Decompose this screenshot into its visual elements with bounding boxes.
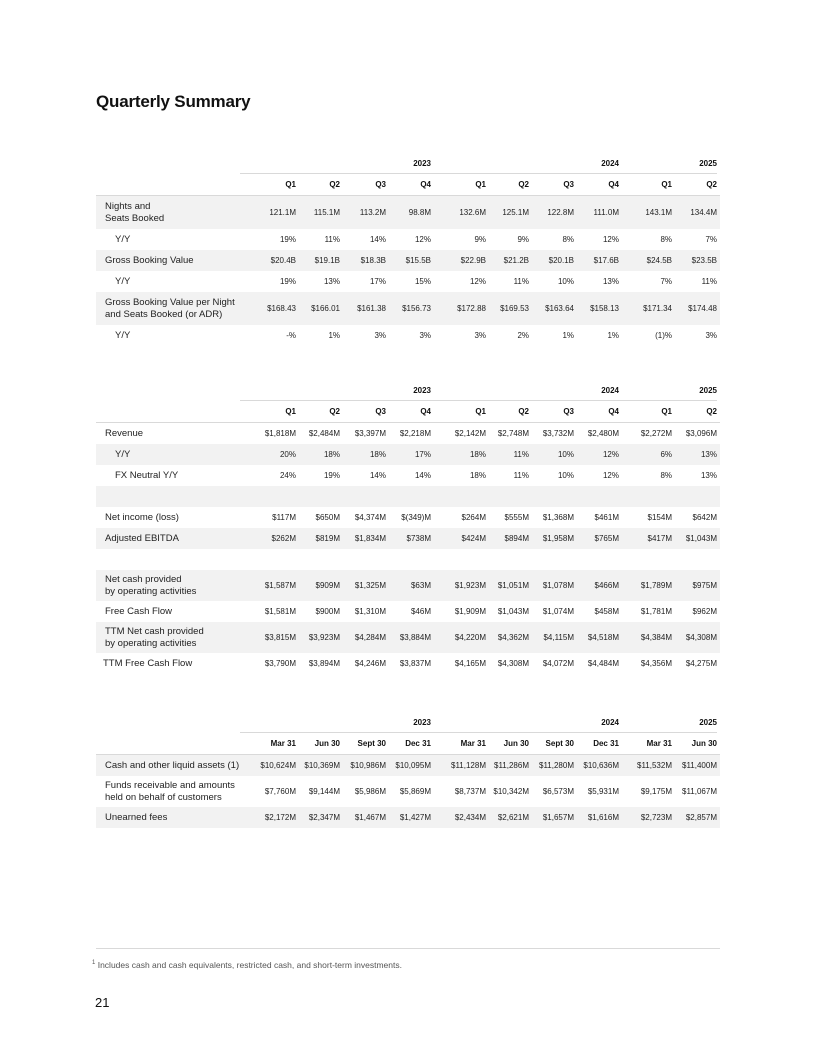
column-header-row bbox=[96, 733, 720, 755]
table-cell: 113.2M bbox=[359, 208, 386, 217]
table-cell: 18% bbox=[323, 450, 340, 459]
row-label: Adjusted EBITDA bbox=[105, 532, 179, 544]
year-header-row bbox=[96, 712, 720, 733]
table-cell: $5,869M bbox=[399, 787, 431, 796]
table-cell: $1,781M bbox=[640, 607, 672, 616]
column-header: Q3 bbox=[375, 180, 386, 189]
table-cell: $1,587M bbox=[264, 581, 296, 590]
table-cell: $5,986M bbox=[354, 787, 386, 796]
table-cell: $2,434M bbox=[454, 813, 486, 822]
column-header: Q4 bbox=[608, 180, 619, 189]
column-header: Dec 31 bbox=[405, 739, 431, 748]
table-cell: 14% bbox=[369, 235, 386, 244]
table-cell: $154M bbox=[647, 513, 672, 522]
page-title: Quarterly Summary bbox=[96, 92, 251, 111]
table-cell: $11,532M bbox=[637, 761, 672, 770]
column-header: Mar 31 bbox=[646, 739, 672, 748]
table-cell: $3,790M bbox=[264, 659, 296, 668]
column-header: Mar 31 bbox=[460, 739, 486, 748]
year-label: 2025 bbox=[699, 159, 717, 168]
column-header: Q1 bbox=[475, 407, 486, 416]
table-cell: $2,142M bbox=[454, 429, 486, 438]
table-cell: 13% bbox=[323, 277, 340, 286]
table-cell: $2,347M bbox=[308, 813, 340, 822]
table-cell: $2,484M bbox=[308, 429, 340, 438]
table-cell: $650M bbox=[315, 513, 340, 522]
table-cell: 18% bbox=[469, 471, 486, 480]
table-cell bbox=[371, 549, 431, 570]
table-cell: -% bbox=[286, 331, 296, 340]
table-cell: $20.1B bbox=[548, 256, 574, 265]
table-cell: 1% bbox=[607, 331, 619, 340]
row-label: Y/Y bbox=[115, 448, 131, 460]
table-cell: $15.5B bbox=[405, 256, 431, 265]
table-cell: $642M bbox=[692, 513, 717, 522]
table-cell: $158.13 bbox=[590, 304, 619, 313]
row-label: FX Neutral Y/Y bbox=[115, 469, 179, 481]
table-cell: 134.4M bbox=[690, 208, 717, 217]
column-header: Q1 bbox=[475, 180, 486, 189]
table-row bbox=[96, 622, 720, 653]
table-cell: $2,723M bbox=[640, 813, 672, 822]
table-cell: 8% bbox=[660, 235, 672, 244]
table-cell: 12% bbox=[602, 471, 619, 480]
table-cell: $2,621M bbox=[497, 813, 529, 822]
table-cell: 132.6M bbox=[459, 208, 486, 217]
table-cell: 11% bbox=[701, 277, 717, 286]
table-cell: $4,220M bbox=[454, 633, 486, 642]
row-label: Y/Y bbox=[115, 329, 131, 341]
table-cell: $4,356M bbox=[640, 659, 672, 668]
table-cell: 2% bbox=[517, 331, 529, 340]
table-cell: $1,310M bbox=[354, 607, 386, 616]
row-label: TTM Net cash provided by operating activities bbox=[105, 625, 204, 649]
column-header: Jun 30 bbox=[314, 739, 340, 748]
table-cell: 8% bbox=[562, 235, 574, 244]
table-cell: $23.5B bbox=[691, 256, 717, 265]
table-cell: $1,325M bbox=[354, 581, 386, 590]
table-cell: 9% bbox=[517, 235, 529, 244]
table-cell: $2,857M bbox=[685, 813, 717, 822]
table-cell: 18% bbox=[369, 450, 386, 459]
table-cell: $4,308M bbox=[685, 633, 717, 642]
table-cell: $3,894M bbox=[308, 659, 340, 668]
column-header-row bbox=[96, 174, 720, 196]
table-cell: $975M bbox=[692, 581, 717, 590]
table-cell: $11,128M bbox=[451, 761, 486, 770]
table-cell: $11,280M bbox=[539, 761, 574, 770]
table-cell: $1,958M bbox=[542, 534, 574, 543]
table-cell: $10,636M bbox=[583, 761, 619, 770]
table-cell: $3,923M bbox=[308, 633, 340, 642]
table-cell: 3% bbox=[474, 331, 486, 340]
table-cell: $20.4B bbox=[270, 256, 296, 265]
table-cell: $11,400M bbox=[682, 761, 717, 770]
page-number: 21 bbox=[95, 995, 110, 1010]
table-cell: $156.73 bbox=[402, 304, 431, 313]
row-label: Nights and Seats Booked bbox=[105, 200, 165, 224]
table-row bbox=[96, 807, 720, 828]
row-label: Net cash provided by operating activities bbox=[105, 573, 197, 597]
table-cell: $4,518M bbox=[587, 633, 619, 642]
row-label: TTM Free Cash Flow bbox=[103, 657, 193, 669]
table-cell: 12% bbox=[414, 235, 431, 244]
table-row bbox=[96, 570, 720, 601]
table-cell: $163.64 bbox=[545, 304, 574, 313]
table-cell: 12% bbox=[602, 235, 619, 244]
table-cell: $63M bbox=[410, 581, 431, 590]
table-cell: $1,909M bbox=[454, 607, 486, 616]
table-row bbox=[96, 486, 720, 507]
table-cell: $264M bbox=[461, 513, 486, 522]
table-cell: $4,384M bbox=[640, 633, 672, 642]
column-header: Q1 bbox=[285, 407, 296, 416]
table-cell: 15% bbox=[414, 277, 431, 286]
row-label: Net income (loss) bbox=[105, 511, 179, 523]
table-cell: $1,427M bbox=[399, 813, 431, 822]
table-cell: 19% bbox=[279, 277, 296, 286]
table-cell: 9% bbox=[474, 235, 486, 244]
table-cell: 1% bbox=[562, 331, 574, 340]
financial-metrics-table bbox=[96, 380, 720, 674]
table-row bbox=[96, 250, 720, 271]
table-cell: $962M bbox=[692, 607, 717, 616]
year-label: 2024 bbox=[601, 386, 619, 395]
table-cell: $168.43 bbox=[267, 304, 296, 313]
table-cell: $9,144M bbox=[308, 787, 340, 796]
table-cell: 10% bbox=[557, 471, 574, 480]
year-label: 2024 bbox=[601, 718, 619, 727]
table-cell: $1,467M bbox=[354, 813, 386, 822]
table-cell: $1,657M bbox=[542, 813, 574, 822]
row-label: Y/Y bbox=[115, 275, 131, 287]
column-header: Q2 bbox=[518, 407, 529, 416]
table-cell: 7% bbox=[660, 277, 672, 286]
column-header-row bbox=[96, 401, 720, 423]
table-cell: 14% bbox=[369, 471, 386, 480]
table-cell: $171.34 bbox=[643, 304, 672, 313]
table-cell: $262M bbox=[271, 534, 296, 543]
table-cell: $1,789M bbox=[640, 581, 672, 590]
table-cell: $46M bbox=[410, 607, 431, 616]
column-header: Q1 bbox=[285, 180, 296, 189]
table-cell: 19% bbox=[279, 235, 296, 244]
table-cell: 12% bbox=[602, 450, 619, 459]
year-header-row bbox=[96, 153, 720, 174]
table-cell: $19.1B bbox=[314, 256, 340, 265]
year-label: 2023 bbox=[413, 718, 431, 727]
table-cell: $22.9B bbox=[460, 256, 486, 265]
table-cell: 125.1M bbox=[502, 208, 529, 217]
table-cell: $5,931M bbox=[587, 787, 619, 796]
table-cell: $9,175M bbox=[640, 787, 672, 796]
table-cell: $1,834M bbox=[354, 534, 386, 543]
table-cell: $174.48 bbox=[688, 304, 717, 313]
column-header: Sept 30 bbox=[357, 739, 386, 748]
table-row bbox=[96, 776, 720, 807]
table-cell: 20% bbox=[279, 450, 296, 459]
table-cell: $3,884M bbox=[399, 633, 431, 642]
table-cell: $11,286M bbox=[494, 761, 529, 770]
column-header: Q2 bbox=[706, 407, 717, 416]
table-cell: $894M bbox=[504, 534, 529, 543]
table-cell: 1% bbox=[328, 331, 340, 340]
table-cell: $17.6B bbox=[593, 256, 619, 265]
table-cell: $1,078M bbox=[542, 581, 574, 590]
table-cell: $10,624M bbox=[260, 761, 296, 770]
table-cell: 11% bbox=[513, 277, 529, 286]
table-cell: 12% bbox=[469, 277, 486, 286]
table-cell: $3,837M bbox=[399, 659, 431, 668]
footnote-marker: 1 bbox=[92, 960, 96, 967]
table-cell: 115.1M bbox=[313, 208, 340, 217]
table-cell: $4,115M bbox=[543, 633, 574, 642]
column-header: Q3 bbox=[563, 180, 574, 189]
table-cell: $4,374M bbox=[354, 513, 386, 522]
row-label: Revenue bbox=[105, 427, 144, 439]
table-row bbox=[96, 601, 720, 622]
table-cell: $909M bbox=[315, 581, 340, 590]
table-cell bbox=[371, 486, 431, 507]
table-cell: $10,095M bbox=[395, 761, 431, 770]
table-cell: 11% bbox=[513, 450, 529, 459]
column-header: Jun 30 bbox=[503, 739, 529, 748]
table-cell bbox=[657, 486, 717, 507]
table-cell: $4,072M bbox=[542, 659, 574, 668]
table-cell: $161.38 bbox=[357, 304, 386, 313]
table-cell: $10,986M bbox=[350, 761, 386, 770]
table-cell: $4,308M bbox=[497, 659, 529, 668]
table-cell: 19% bbox=[323, 471, 340, 480]
table-row bbox=[96, 423, 720, 444]
table-cell: $2,748M bbox=[497, 429, 529, 438]
column-header: Dec 31 bbox=[593, 739, 619, 748]
table-cell: 14% bbox=[414, 471, 431, 480]
table-cell: $21.2B bbox=[503, 256, 529, 265]
table-cell: $6,573M bbox=[542, 787, 574, 796]
table-cell: 13% bbox=[700, 471, 717, 480]
table-cell: 122.8M bbox=[547, 208, 574, 217]
table-cell: $4,484M bbox=[587, 659, 619, 668]
table-cell: $2,480M bbox=[587, 429, 619, 438]
table-cell: (1)% bbox=[655, 331, 672, 340]
column-header: Mar 31 bbox=[270, 739, 296, 748]
table-cell bbox=[559, 486, 619, 507]
table-cell: $466M bbox=[594, 581, 619, 590]
table-cell: $1,043M bbox=[685, 534, 717, 543]
table-cell: 13% bbox=[700, 450, 717, 459]
footnote-text: Includes cash and cash equivalents, restricted cash, and short-term investments. bbox=[97, 960, 402, 970]
column-header: Jun 30 bbox=[691, 739, 717, 748]
column-header: Q4 bbox=[420, 407, 431, 416]
table-cell: $1,923M bbox=[454, 581, 486, 590]
table-row bbox=[96, 292, 720, 325]
table-cell: $461M bbox=[594, 513, 619, 522]
table-cell: $3,397M bbox=[354, 429, 386, 438]
table-cell: $1,616M bbox=[587, 813, 619, 822]
table-cell: 11% bbox=[513, 471, 529, 480]
column-header: Q4 bbox=[608, 407, 619, 416]
table-cell: $3,096M bbox=[685, 429, 717, 438]
column-header: Q2 bbox=[329, 180, 340, 189]
row-label: Y/Y bbox=[115, 233, 131, 245]
year-label: 2023 bbox=[413, 159, 431, 168]
table-cell: 8% bbox=[660, 471, 672, 480]
table-cell: $1,043M bbox=[497, 607, 529, 616]
table-cell: $765M bbox=[594, 534, 619, 543]
table-cell: 17% bbox=[369, 277, 386, 286]
table-cell: 98.8M bbox=[408, 208, 431, 217]
table-cell: $4,246M bbox=[354, 659, 386, 668]
table-row bbox=[96, 325, 720, 346]
table-cell bbox=[657, 549, 717, 570]
table-cell: $900M bbox=[315, 607, 340, 616]
table-cell: $4,165M bbox=[454, 659, 486, 668]
table-cell: $458M bbox=[594, 607, 619, 616]
table-cell: $10,369M bbox=[304, 761, 340, 770]
table-row bbox=[96, 507, 720, 528]
table-cell: $555M bbox=[504, 513, 529, 522]
table-cell: 7% bbox=[705, 235, 717, 244]
table-cell bbox=[559, 549, 619, 570]
table-cell: $18.3B bbox=[360, 256, 386, 265]
table-cell: 10% bbox=[557, 450, 574, 459]
row-label: Gross Booking Value per Night and Seats Booked (or ADR) bbox=[105, 296, 235, 320]
table-cell: $24.5B bbox=[646, 256, 672, 265]
table-cell: 10% bbox=[557, 277, 574, 286]
balance-sheet-table bbox=[96, 712, 720, 828]
table-cell: 6% bbox=[660, 450, 672, 459]
table-cell: $172.88 bbox=[457, 304, 486, 313]
table-cell: 3% bbox=[705, 331, 717, 340]
table-row bbox=[96, 528, 720, 549]
column-header: Q1 bbox=[661, 180, 672, 189]
table-cell: $1,074M bbox=[542, 607, 574, 616]
column-header: Q3 bbox=[563, 407, 574, 416]
column-header: Q2 bbox=[329, 407, 340, 416]
row-label: Cash and other liquid assets (1) bbox=[105, 759, 240, 771]
table-cell: $4,275M bbox=[685, 659, 717, 668]
table-cell: 111.0M bbox=[593, 208, 619, 217]
footnote bbox=[92, 960, 402, 970]
table-row bbox=[96, 229, 720, 250]
table-cell: 17% bbox=[414, 450, 431, 459]
table-cell: $2,218M bbox=[399, 429, 431, 438]
table-cell: $4,362M bbox=[497, 633, 529, 642]
table-cell: 121.1M bbox=[269, 208, 296, 217]
table-cell: 13% bbox=[602, 277, 619, 286]
table-row bbox=[96, 755, 720, 776]
table-row bbox=[96, 549, 720, 570]
column-header: Q3 bbox=[375, 407, 386, 416]
year-label: 2025 bbox=[699, 718, 717, 727]
table-cell: 18% bbox=[469, 450, 486, 459]
table-row bbox=[96, 196, 720, 229]
table-cell: $2,272M bbox=[640, 429, 672, 438]
table-cell: 11% bbox=[324, 235, 340, 244]
booking-metrics-table bbox=[96, 153, 720, 346]
year-header-row bbox=[96, 380, 720, 401]
table-cell: $738M bbox=[406, 534, 431, 543]
column-header: Q1 bbox=[661, 407, 672, 416]
column-header: Sept 30 bbox=[545, 739, 574, 748]
table-cell: $417M bbox=[647, 534, 672, 543]
table-cell: $424M bbox=[461, 534, 486, 543]
year-label: 2024 bbox=[601, 159, 619, 168]
table-cell: $169.53 bbox=[500, 304, 529, 313]
table-cell: 3% bbox=[419, 331, 431, 340]
table-cell: $1,368M bbox=[542, 513, 574, 522]
column-header: Q2 bbox=[518, 180, 529, 189]
year-label: 2023 bbox=[413, 386, 431, 395]
table-row bbox=[96, 444, 720, 465]
table-cell: 3% bbox=[374, 331, 386, 340]
column-header: Q4 bbox=[420, 180, 431, 189]
table-row bbox=[96, 271, 720, 292]
table-cell: $3,815M bbox=[264, 633, 296, 642]
table-cell: $11,067M bbox=[682, 787, 717, 796]
table-cell: $166.01 bbox=[311, 304, 340, 313]
table-cell: $819M bbox=[315, 534, 340, 543]
table-cell: $117M bbox=[272, 513, 296, 522]
table-cell: $8,737M bbox=[454, 787, 486, 796]
column-header: Q2 bbox=[706, 180, 717, 189]
table-cell: 143.1M bbox=[645, 208, 672, 217]
table-row bbox=[96, 653, 720, 674]
table-row bbox=[96, 465, 720, 486]
table-cell: $1,581M bbox=[264, 607, 296, 616]
year-label: 2025 bbox=[699, 386, 717, 395]
footnote-divider bbox=[96, 948, 720, 949]
table-cell: $1,818M bbox=[264, 429, 296, 438]
table-cell: $10,342M bbox=[493, 787, 529, 796]
table-cell: $4,284M bbox=[354, 633, 386, 642]
table-cell: 24% bbox=[279, 471, 296, 480]
table-cell: $1,051M bbox=[497, 581, 529, 590]
table-cell: $3,732M bbox=[542, 429, 574, 438]
table-cell: $2,172M bbox=[264, 813, 296, 822]
row-label: Gross Booking Value bbox=[105, 254, 194, 266]
row-label: Free Cash Flow bbox=[105, 605, 173, 617]
table-cell: $(349)M bbox=[401, 513, 431, 522]
row-label: Unearned fees bbox=[105, 811, 168, 823]
table-cell: $7,760M bbox=[264, 787, 296, 796]
row-label: Funds receivable and amounts held on behalf of customers bbox=[105, 779, 235, 803]
